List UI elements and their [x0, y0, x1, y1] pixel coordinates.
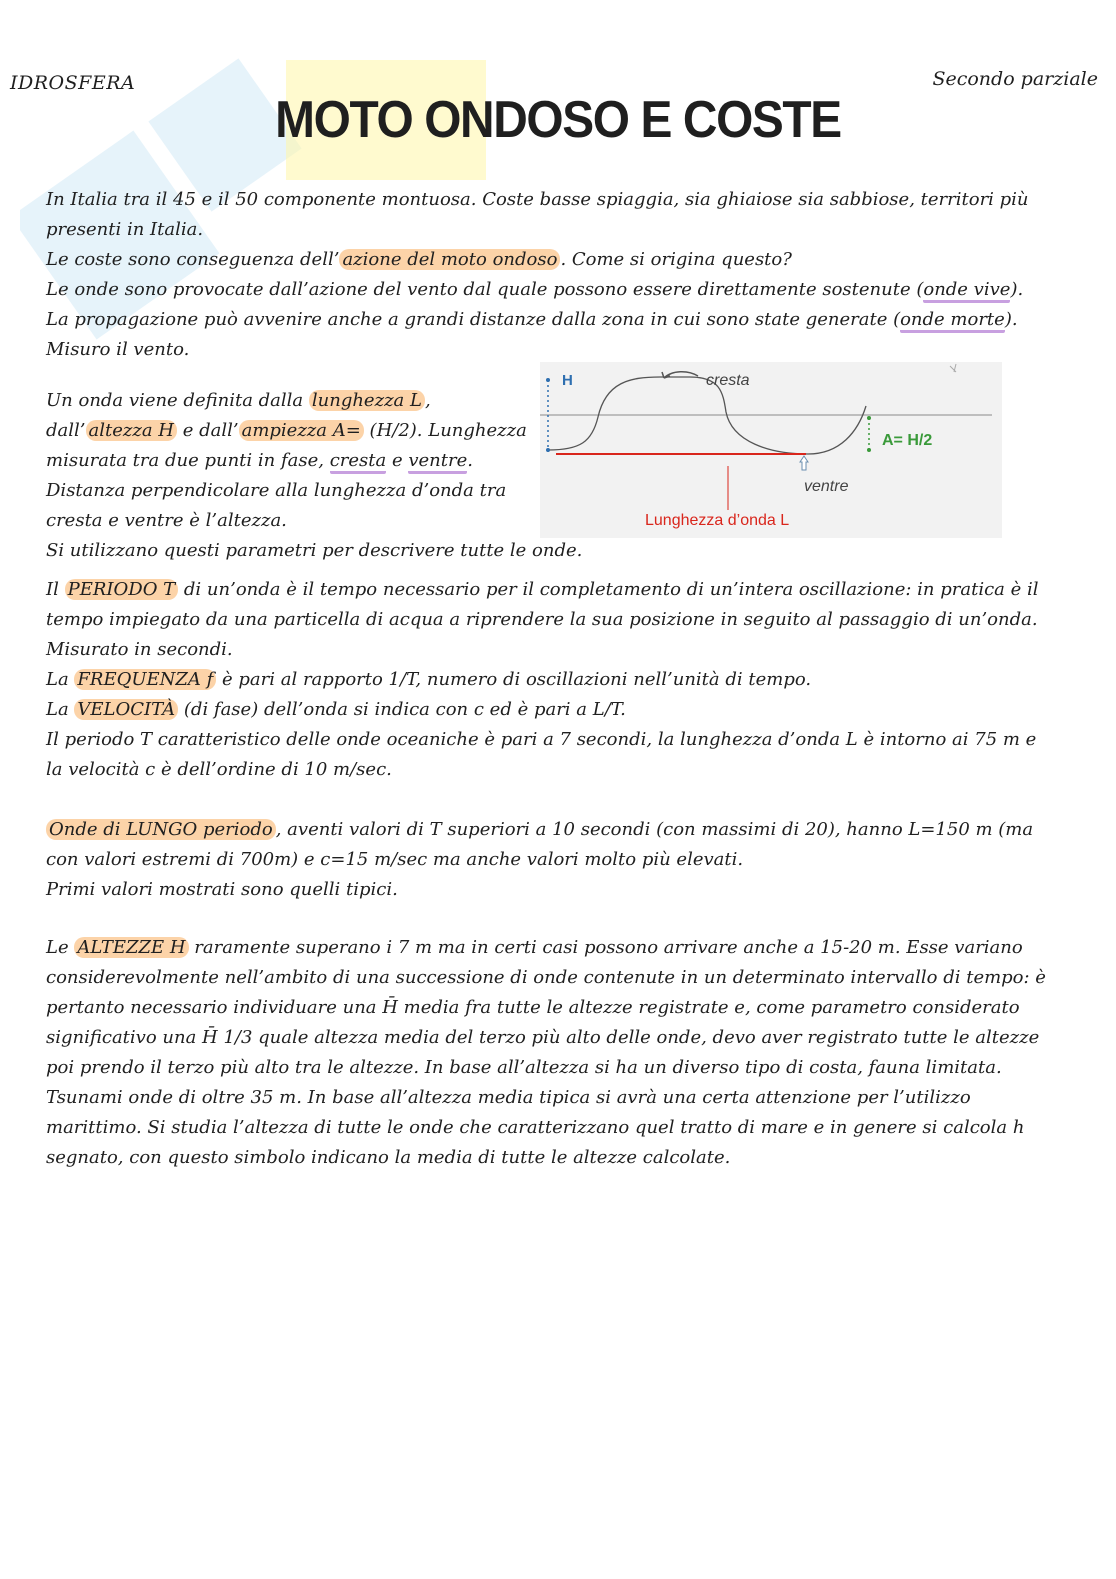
highlight-lungo-periodo: Onde di LUNGO periodo	[46, 819, 276, 840]
highlight-lunghezza: lunghezza L	[309, 390, 425, 411]
ventre-label: ventre	[804, 478, 849, 495]
amplitude-marker-bottom	[867, 448, 871, 452]
wave-definition-paragraph: Un onda viene definita dalla lunghezza L , dall’ altezza H e dall’ ampiezza A= (H/2). Lunghezza misurata tra due punti in fase, cresta e ventre. Distanza perpendicolare alla lunghezza d’onda tra cresta e ventre è l’altezza.	[46, 390, 527, 531]
highlight-periodo: PERIODO T	[65, 579, 179, 600]
highlight-frequenza: FREQUENZA f	[74, 669, 216, 690]
period-paragraph: Il PERIODO T di un’onda è il tempo necessario per il completamento di un’intera oscillazione: in pratica è il tempo impiegato da una particella di acqua a riprendere la sua posizione in seguito al passaggio di un’onda. Misurato in secondi. La FREQUENZA f è pari al rapporto 1/T, numero di oscillazioni nell’unità di tempo. La VELOCITÀ (di fase) dell’onda si indica con c ed è pari a L/T. Il periodo T caratteristico delle onde oceaniche è pari a 7 secondi, la lunghezza d’onda L è intorno ai 75 m e la velocità c è dell’ordine di 10 m/sec.	[46, 579, 1039, 780]
underline-ventre: ventre	[408, 450, 467, 474]
exam-label: Secondo parziale	[932, 68, 1098, 90]
corner-mark-icon	[950, 364, 956, 372]
parameters-sentence: Si utilizzano questi parametri per descrivere tutte le onde.	[46, 540, 583, 561]
heights-paragraph: Le ALTEZZE H raramente superano i 7 m ma in certi casi possono arrivare anche a 15-20 m. Esse variano considerevolmente nell’ambito di una successione di onde contenute in un determinato intervallo di tempo: è pertanto necessario individuare una H̄ media fra tutte le altezze registrate e, come parametro considerato significativo una H̄ 1/3 quale altezza media del terzo più alto delle onde, devo aver registrato tutte le altezze poi prendo il terzo più alto tra le altezze. In base all’altezza si ha un diverso tipo di costa, fauna limitata. Tsunami onde di oltre 35 m. In base all’altezza media tipica si avrà una certa attenzione per l’utilizzo marittimo. Si studia l’altezza di tutte le onde che caratterizzano quel tratto di mare e in genere si calcola h segnato, con questo simbolo indicano la media di tutte le altezze calcolate.	[46, 937, 1046, 1168]
height-marker-bottom	[546, 448, 550, 452]
wavelength-label: Lunghezza d’onda L	[645, 512, 790, 529]
underline-onde-morte: onde morte	[900, 309, 1005, 333]
height-label: H	[562, 372, 573, 389]
highlight-ampiezza: ampiezza A=	[239, 420, 364, 441]
page-title: MOTO ONDOSO E COSTE	[275, 91, 841, 149]
height-marker-top	[546, 378, 550, 382]
cresta-label: cresta	[706, 372, 750, 389]
underline-cresta: cresta	[330, 450, 387, 474]
amplitude-marker-top	[867, 416, 871, 420]
ventre-arrow-icon	[800, 456, 808, 470]
highlight-altezze: ALTEZZE H	[74, 937, 188, 958]
highlight-velocita: VELOCITÀ	[74, 699, 178, 720]
highlight-altezza: altezza H	[86, 420, 178, 441]
highlight-moto-ondoso: azione del moto ondoso	[339, 249, 560, 270]
amplitude-label: A= H/2	[882, 432, 933, 449]
subject-label: IDROSFERA	[10, 72, 136, 94]
long-period-paragraph: Onde di LUNGO periodo , aventi valori di T superiori a 10 secondi (con massimi di 20), hanno L=150 m (ma con valori estremi di 700m) e c=15 m/sec ma anche valori molto più elevati. Primi valori mostrati sono quelli tipici.	[46, 819, 1034, 900]
wave-diagram	[540, 362, 1002, 538]
underline-onde-vive: onde vive	[923, 279, 1010, 303]
intro-paragraph: In Italia tra il 45 e il 50 componente montuosa. Coste basse spiaggia, sia ghiaiose sia sabbiose, territori più presenti in Italia. Le coste sono conseguenza dell’ azione del moto ondoso . Come si origina questo? Le onde sono provocate dall’azione del vento dal quale possono essere direttamente sostenute (onde vive). La propagazione può avvenire anche a grandi distanze dalla zona in cui sono state generate (onde morte). Misuro il vento.	[46, 189, 1029, 360]
